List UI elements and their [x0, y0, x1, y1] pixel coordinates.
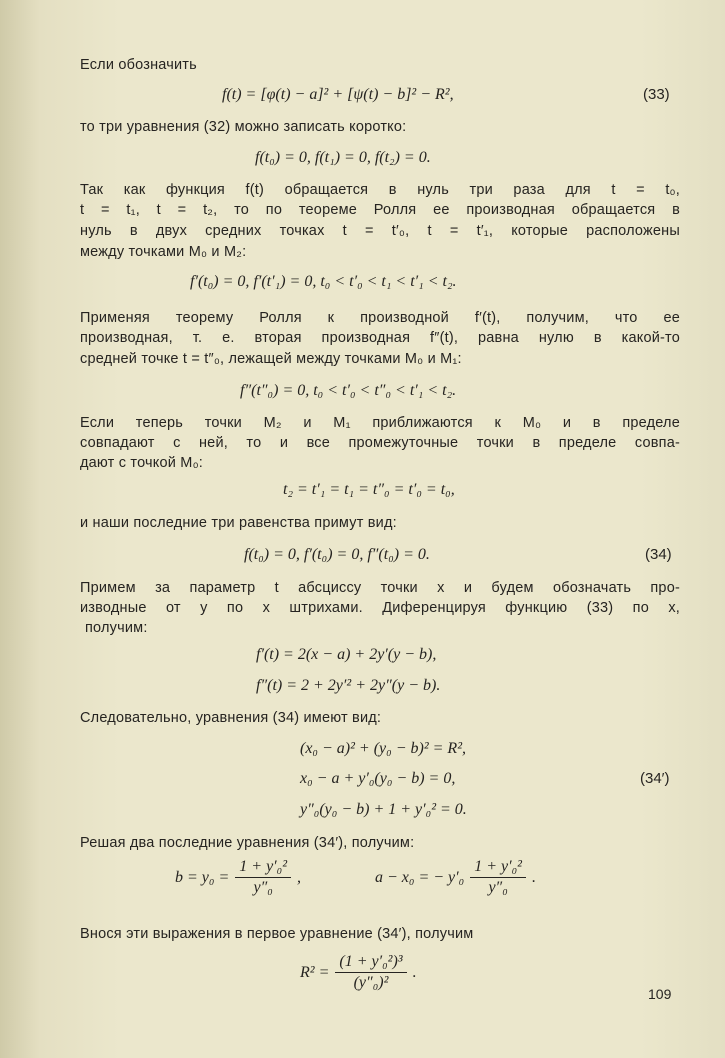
denominator: (y″₀)²: [353, 974, 389, 991]
paragraph-line: средней точке t = t″₀, лежащей между точками M₀ и M₁:: [80, 351, 462, 367]
text-line: Если обозначить: [80, 57, 197, 73]
paragraph-line: Применяя теорему Ролля к производной f′(t), получим, что ее: [80, 310, 680, 326]
paragraph-line: получим:: [85, 620, 148, 636]
paragraph-line: совпадают с ней, то и все промежуточные точки в пределе совпа-: [80, 435, 680, 451]
numerator: 1 + y′₀²: [470, 858, 526, 878]
equation-number: (34): [645, 546, 672, 563]
text-line: и наши последние три равенства примут вид:: [80, 515, 397, 531]
paragraph-line: между точками M₀ и M₂:: [80, 244, 247, 260]
equation: f′(t) = 2(x − a) + 2y′(y − b),: [256, 646, 437, 663]
fraction-left: a − x₀ = − y′₀: [375, 868, 465, 886]
fraction: [235, 858, 291, 897]
separator: ,: [297, 868, 302, 886]
paragraph-line: изводные от y по x штрихами. Диференцируя функцию (33) по x,: [80, 600, 680, 616]
separator: .: [412, 963, 417, 981]
paragraph-line: Примем за параметр t абсциссу точки x и будем обозначать про-: [80, 580, 680, 596]
fraction: [335, 953, 406, 992]
text-line: Внося эти выражения в первое уравнение (34′), получим: [80, 926, 474, 942]
equation: t₂ = t′₁ = t₁ = t″₀ = t′₀ = t₀,: [283, 481, 455, 498]
equation-number: (34′): [640, 770, 670, 787]
equation-34: f(t₀) = 0, f′(t₀) = 0, f″(t₀) = 0.: [244, 546, 430, 563]
paragraph-line: производная, т. е. вторая производная f″(t), равна нулю в какой-то: [80, 330, 680, 346]
paragraph-line: Так как функция f(t) обращается в нуль три раза для t = t₀,: [80, 182, 680, 198]
equation: f(t₀) = 0, f(t₁) = 0, f(t₂) = 0.: [255, 149, 431, 166]
paragraph-line: нуль в двух средних точках t = t′₀, t = t′₁, которые расположены: [80, 223, 680, 239]
equation: f′(t₀) = 0, f′(t′₁) = 0, t₀ < t′₀ < t₁ < t′₁ < t₂.: [190, 273, 457, 290]
fraction-equation: [300, 953, 417, 992]
equation: f″(t″₀) = 0, t₀ < t′₀ < t″₀ < t′₁ < t₂.: [240, 382, 457, 399]
equation: (x₀ − a)² + (y₀ − b)² = R²,: [300, 740, 466, 757]
paragraph-line: дают с точкой M₀:: [80, 455, 204, 471]
denominator: y″₀: [253, 879, 273, 896]
numerator: (1 + y′₀²)³: [335, 953, 406, 973]
separator: .: [531, 868, 536, 886]
paragraph-line: t = t₁, t = t₂, то по теореме Ролля ее производная обращается в: [80, 202, 680, 218]
equation-33: f(t) = [φ(t) − a]² + [ψ(t) − b]² − R²,: [222, 86, 454, 103]
equation: x₀ − a + y′₀(y₀ − b) = 0,: [300, 770, 456, 787]
numerator: 1 + y′₀²: [235, 858, 291, 878]
text-line: Решая два последние уравнения (34′), получим:: [80, 835, 415, 851]
fraction-left: R² =: [300, 963, 330, 981]
fraction-equation: [175, 858, 301, 897]
fraction-equation: [375, 858, 536, 897]
fraction: [470, 858, 526, 897]
text-line: Следовательно, уравнения (34) имеют вид:: [80, 710, 382, 726]
equation: f″(t) = 2 + 2y′² + 2y″(y − b).: [256, 677, 441, 694]
fraction-left: b = y₀ =: [175, 868, 230, 886]
equation-number: (33): [643, 86, 670, 103]
page-number: 109: [648, 986, 672, 1002]
equation: y″₀(y₀ − b) + 1 + y′₀² = 0.: [300, 801, 467, 818]
paragraph-line: Если теперь точки M₂ и M₁ приближаются к M₀ и в пределе: [80, 415, 680, 431]
text-line: то три уравнения (32) можно записать коротко:: [80, 119, 407, 135]
denominator: y″₀: [488, 879, 508, 896]
